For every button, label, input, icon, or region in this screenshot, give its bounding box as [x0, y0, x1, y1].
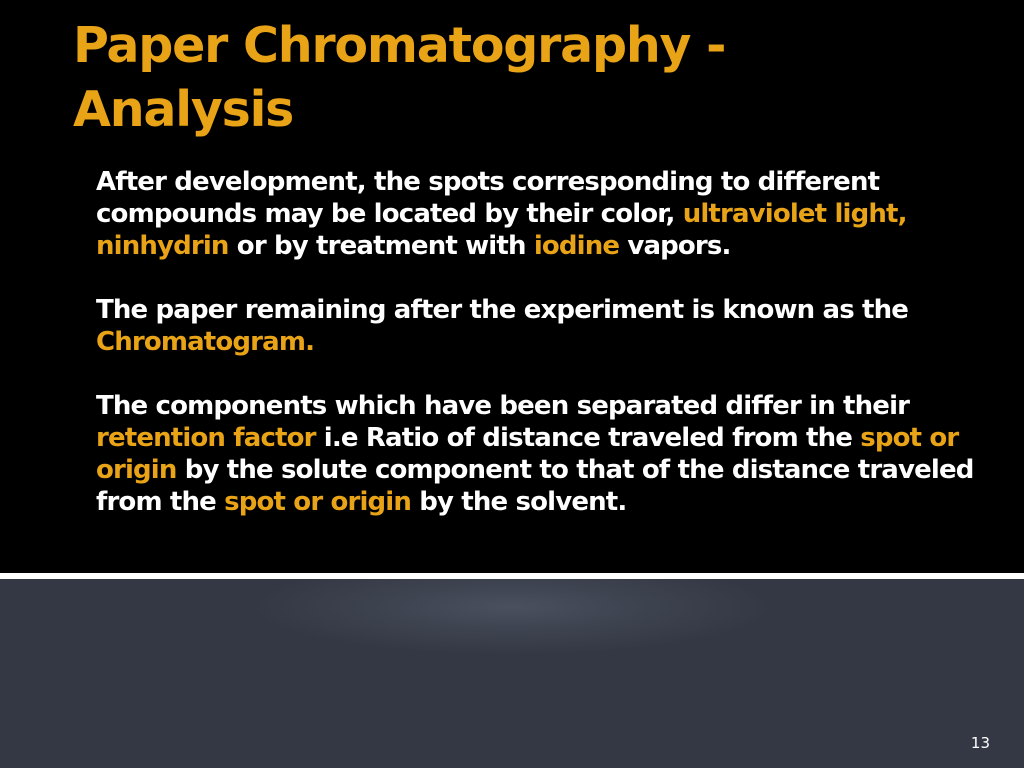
slide-footer-area [0, 579, 1024, 768]
paragraph-text: or by treatment with [228, 231, 534, 261]
paragraph-visualization [96, 166, 986, 262]
paragraph-text: i.e Ratio of distance traveled from the [315, 423, 861, 453]
slide-number: 13 [970, 734, 990, 752]
highlight-ultraviolet-light: ultraviolet light, [682, 199, 907, 229]
paragraph-text: by the solvent. [411, 487, 627, 517]
paragraph-text: by the solute component to that of the distance traveled from the [96, 455, 974, 517]
highlight-spot-or-origin: spot or origin [96, 423, 959, 485]
slide-title [73, 14, 933, 142]
highlight-ninhydrin: ninhydrin [96, 231, 229, 261]
highlight-chromatogram: Chromatogram. [96, 327, 315, 357]
highlight-iodine: iodine [533, 231, 620, 261]
highlight-retention-factor: retention factor [96, 423, 316, 453]
paragraph-chromatogram [96, 294, 986, 358]
paragraph-retention-factor [96, 390, 986, 518]
highlight-spot-or-origin: spot or origin [224, 487, 412, 517]
paragraph-text: The paper remaining after the experiment is known as the [96, 295, 909, 325]
paragraph-text: The components which have been separated differ in their [96, 391, 910, 421]
slide-title-line-2: Analysis [73, 81, 294, 138]
slide-body [96, 166, 986, 550]
slide-title-line-1: Paper Chromatography - [73, 17, 726, 74]
paragraph-text: After development, the spots corresponding to different compounds may be located by their color, [96, 167, 880, 229]
paragraph-text: vapors. [619, 231, 731, 261]
